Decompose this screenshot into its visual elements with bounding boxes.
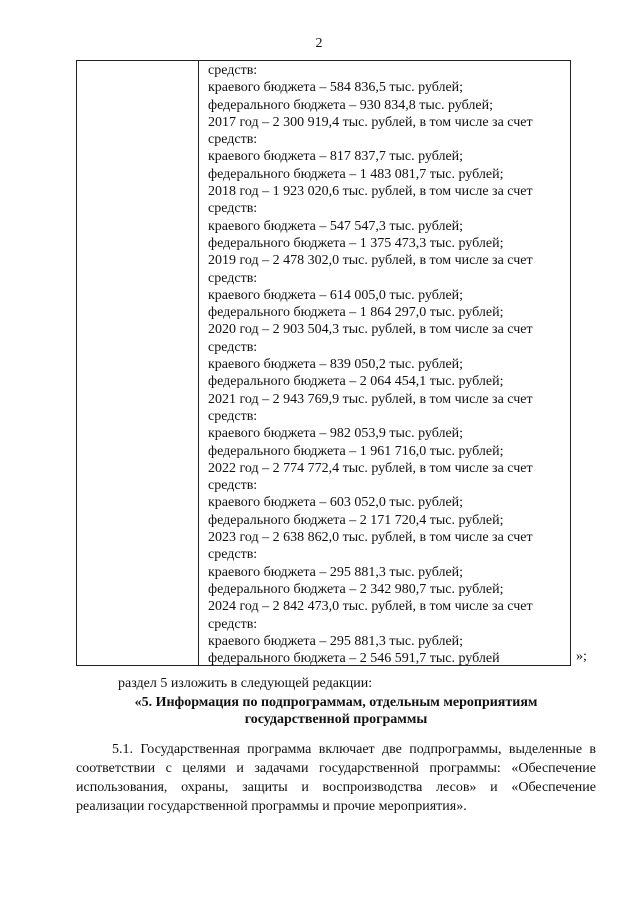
funding-line: краевого бюджета – 839 050,2 тыс. рублей;: [208, 357, 464, 373]
funding-line: средств:: [208, 339, 258, 355]
funding-line: средств:: [208, 270, 258, 286]
funding-line: средств:: [208, 201, 258, 217]
funding-line: средств:: [208, 547, 258, 563]
funding-line: 2020 год – 2 903 504,3 тыс. рублей, в том числе за счет: [208, 322, 533, 338]
funding-line: федерального бюджета – 2 064 454,1 тыс. рублей;: [208, 374, 504, 390]
table-column-divider: [198, 61, 199, 665]
section-heading-line: «5. Информация по подпрограммам, отдельным мероприятиям: [134, 695, 538, 710]
funding-line: краевого бюджета – 817 837,7 тыс. рублей;: [208, 149, 464, 165]
funding-line: краевого бюджета – 614 005,0 тыс. рублей;: [208, 287, 464, 303]
page-number: 2: [315, 36, 323, 51]
section-5-heading: [88, 694, 584, 728]
funding-line: 2017 год – 2 300 919,4 тыс. рублей, в том числе за счет: [208, 114, 533, 130]
funding-line: краевого бюджета – 982 053,9 тыс. рублей;: [208, 426, 464, 442]
funding-line: средств:: [208, 478, 258, 494]
funding-line: федерального бюджета – 1 483 081,7 тыс. рублей;: [208, 166, 504, 182]
funding-line: федерального бюджета – 2 171 720,4 тыс. рублей;: [208, 512, 504, 528]
amendment-instruction: раздел 5 изложить в следующей редакции:: [118, 676, 373, 691]
section-heading-line: государственной программы: [244, 712, 428, 727]
funding-line: федерального бюджета – 1 864 297,0 тыс. рублей;: [208, 305, 504, 321]
funding-line: средств:: [208, 408, 258, 424]
closing-quote-mark: »;: [576, 649, 587, 664]
funding-line: средств:: [208, 63, 258, 78]
funding-line: 2022 год – 2 774 772,4 тыс. рублей, в том числе за счет: [208, 460, 533, 476]
funding-line: 2021 год – 2 943 769,9 тыс. рублей, в том числе за счет: [208, 391, 533, 407]
funding-line: краевого бюджета – 295 881,3 тыс. рублей;: [208, 633, 464, 649]
funding-line: краевого бюджета – 584 836,5 тыс. рублей;: [208, 80, 464, 96]
funding-line: средств:: [208, 132, 258, 148]
funding-line: федерального бюджета – 930 834,8 тыс. рублей;: [208, 97, 493, 113]
paragraph-5-1: 5.1. Государственная программа включает две подпрограммы, выделенные в соответствии с целями и задачами государственной программы: «Обеспечение использования, охраны, защиты и воспроизводства лесов» и «Обеспечение реализации государственной программы и прочие мероприятия».: [76, 742, 596, 814]
funding-line: федерального бюджета – 2 546 591,7 тыс. рублей: [208, 651, 500, 667]
funding-line: 2019 год – 2 478 302,0 тыс. рублей, в том числе за счет: [208, 253, 533, 269]
funding-line: краевого бюджета – 603 052,0 тыс. рублей;: [208, 495, 464, 511]
funding-cell: [208, 62, 564, 667]
funding-line: краевого бюджета – 547 547,3 тыс. рублей;: [208, 218, 464, 234]
funding-line: 2018 год – 1 923 020,6 тыс. рублей, в том числе за счет: [208, 184, 533, 200]
funding-line: 2023 год – 2 638 862,0 тыс. рублей, в том числе за счет: [208, 530, 533, 546]
funding-line: краевого бюджета – 295 881,3 тыс. рублей;: [208, 564, 464, 580]
funding-line: федерального бюджета – 2 342 980,7 тыс. рублей;: [208, 581, 504, 597]
funding-table: [76, 60, 571, 666]
funding-line: 2024 год – 2 842 473,0 тыс. рублей, в том числе за счет: [208, 599, 533, 615]
funding-line: федерального бюджета – 1 961 716,0 тыс. рублей;: [208, 443, 504, 459]
funding-line: средств:: [208, 616, 258, 632]
funding-line: федерального бюджета – 1 375 473,3 тыс. рублей;: [208, 235, 504, 251]
